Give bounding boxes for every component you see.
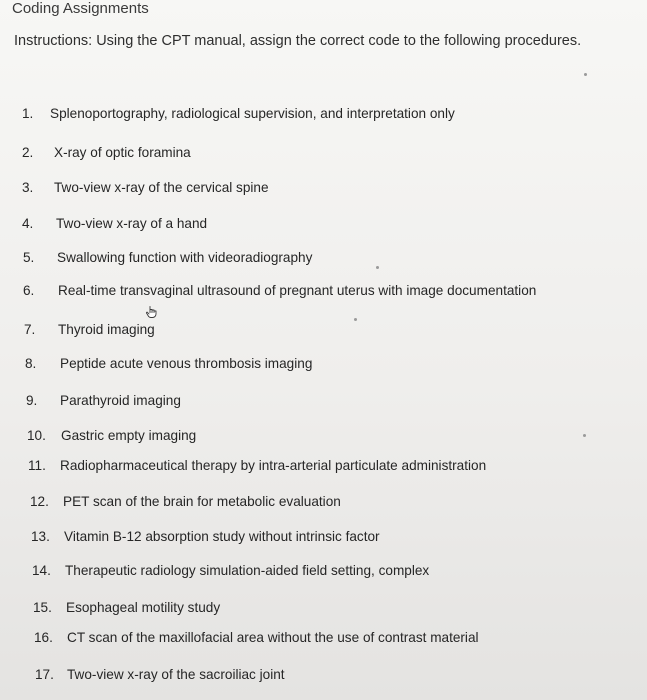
item-number: 11. — [28, 458, 46, 473]
screen-speck — [584, 73, 587, 76]
item-number: 8. — [25, 356, 37, 371]
item-text: Real-time transvaginal ultrasound of pregnant uterus with image documentation — [58, 283, 537, 298]
item-text: CT scan of the maxillofacial area without the use of contrast material — [67, 630, 479, 645]
item-number: 9. — [26, 393, 38, 408]
item-number: 5. — [23, 250, 35, 265]
item-number: 2. — [22, 145, 34, 160]
item-text: Esophageal motility study — [66, 600, 221, 615]
item-text: Parathyroid imaging — [60, 393, 181, 408]
screen-speck — [376, 266, 379, 269]
instructions-text: Instructions: Using the CPT manual, assign the correct code to the following procedures. — [14, 33, 582, 49]
item-number: 13. — [31, 529, 50, 544]
item-number: 7. — [24, 322, 36, 337]
item-text: Two-view x-ray of a hand — [56, 216, 208, 231]
item-number: 12. — [30, 494, 49, 509]
item-text: Peptide acute venous thrombosis imaging — [60, 356, 313, 371]
item-text: Thyroid imaging — [58, 322, 155, 337]
item-text: Gastric empty imaging — [61, 428, 197, 443]
item-text: X-ray of optic foramina — [54, 145, 191, 160]
item-text: Swallowing function with videoradiography — [57, 250, 313, 265]
item-number: 6. — [23, 283, 35, 298]
item-text: Therapeutic radiology simulation-aided field setting, complex — [65, 563, 430, 578]
page-title: Coding Assignments — [12, 0, 149, 17]
item-number: 4. — [22, 216, 34, 231]
item-text: Two-view x-ray of the sacroiliac joint — [67, 667, 285, 682]
screen-speck — [583, 434, 586, 437]
item-text: Two-view x-ray of the cervical spine — [54, 180, 269, 195]
item-text: Vitamin B-12 absorption study without intrinsic factor — [64, 529, 380, 544]
item-number: 15. — [33, 600, 52, 615]
item-text: PET scan of the brain for metabolic evaluation — [63, 494, 341, 509]
item-number: 16. — [34, 630, 53, 645]
item-number: 1. — [22, 106, 34, 121]
hand-pointer-icon — [145, 305, 159, 319]
item-number: 10. — [27, 428, 46, 443]
item-text: Radiopharmaceutical therapy by intra-arterial particulate administration — [60, 458, 487, 473]
screen-speck — [354, 318, 357, 321]
item-text: Splenoportography, radiological supervision, and interpretation only — [50, 106, 455, 121]
item-number: 14. — [32, 563, 51, 578]
item-number: 3. — [22, 180, 34, 195]
item-number: 17. — [35, 667, 54, 682]
